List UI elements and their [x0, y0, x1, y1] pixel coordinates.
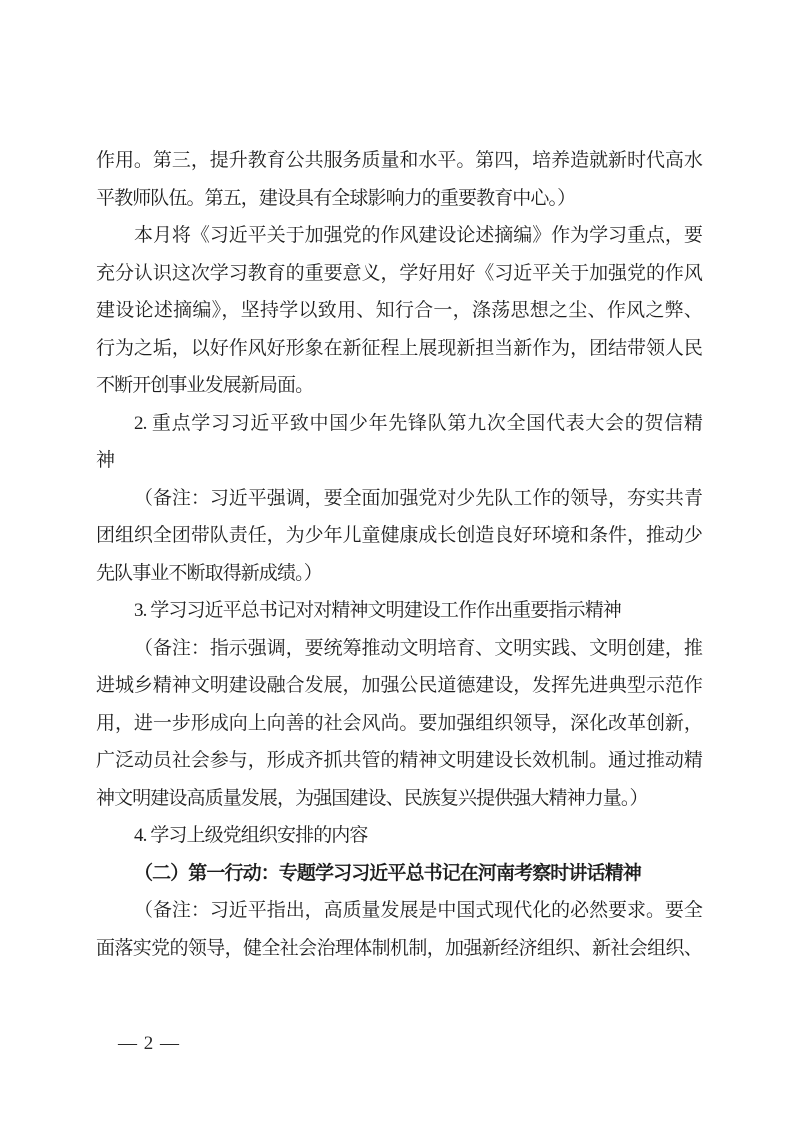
text-line: 先队事业不断取得新成绩。） — [96, 562, 322, 584]
text-line: 进城乡精神文明建设融合发展，加强公民道德建设，发挥先进典型示范作 — [96, 675, 702, 696]
text-line: 行为之垢，以好作风好形象在新征程上展现新担当新作为，团结带领人民 — [96, 337, 702, 359]
text-line: 充分认识这次学习教育的重要意义，学好用好《习近平关于加强党的作风 — [96, 262, 702, 284]
item-4-heading-line: 4. 学习上级党组织安排的内容 — [134, 825, 368, 846]
text-line: 神 — [96, 450, 115, 471]
text-line: 平教师队伍。第五，建设具有全球影响力的重要教育中心。） — [96, 187, 576, 209]
item-3-heading-line: 3. 学习习近平总书记对对精神文明建设工作作出重要指示精神 — [134, 600, 621, 621]
action-1-heading: （二）第一行动：专题学习习近平总书记在河南考察时讲话精神 — [134, 862, 641, 884]
text-line: 团组织全团带队责任，为少年儿童健康成长创造良好环境和条件，推动少 — [96, 525, 702, 546]
text-line: 面落实党的领导，健全社会治理体制机制，加强新经济组织、新社会组织、 — [96, 937, 702, 959]
paragraph-start-line: 本月将《习近平关于加强党的作风建设论述摘编》作为学习重点，要 — [134, 225, 702, 246]
text-line: 作用。第三，提升教育公共服务质量和水平。第四，培养造就新时代高水 — [96, 150, 702, 171]
note-start-line: （备注：指示强调，要统筹推动文明培育、文明实践、文明创建，推 — [134, 637, 702, 659]
page-number: — 2 — — [118, 1033, 180, 1054]
note-start-line: （备注：习近平指出，高质量发展是中国式现代化的必然要求。要全 — [134, 900, 702, 921]
document-body — [96, 142, 702, 967]
text-line: 不断开创事业发展新局面。 — [96, 375, 314, 396]
text-line: 广泛动员社会参与，形成齐抓共管的精神文明建设长效机制。通过推动精 — [96, 750, 702, 771]
item-2-heading-line: 2. 重点学习习近平致中国少年先锋队第九次全国代表大会的贺信精 — [134, 412, 702, 434]
text-line: 建设论述摘编》，坚持学以致用、知行合一，涤荡思想之尘、作风之弊、 — [96, 300, 702, 321]
text-line: 用，进一步形成向上向善的社会风尚。要加强组织领导，深化改革创新， — [96, 712, 702, 734]
text-line: 神文明建设高质量发展，为强国建设、民族复兴提供强大精神力量。） — [96, 787, 648, 809]
note-start-line: （备注：习近平强调，要全面加强党对少先队工作的领导，夯实共青 — [134, 487, 702, 509]
